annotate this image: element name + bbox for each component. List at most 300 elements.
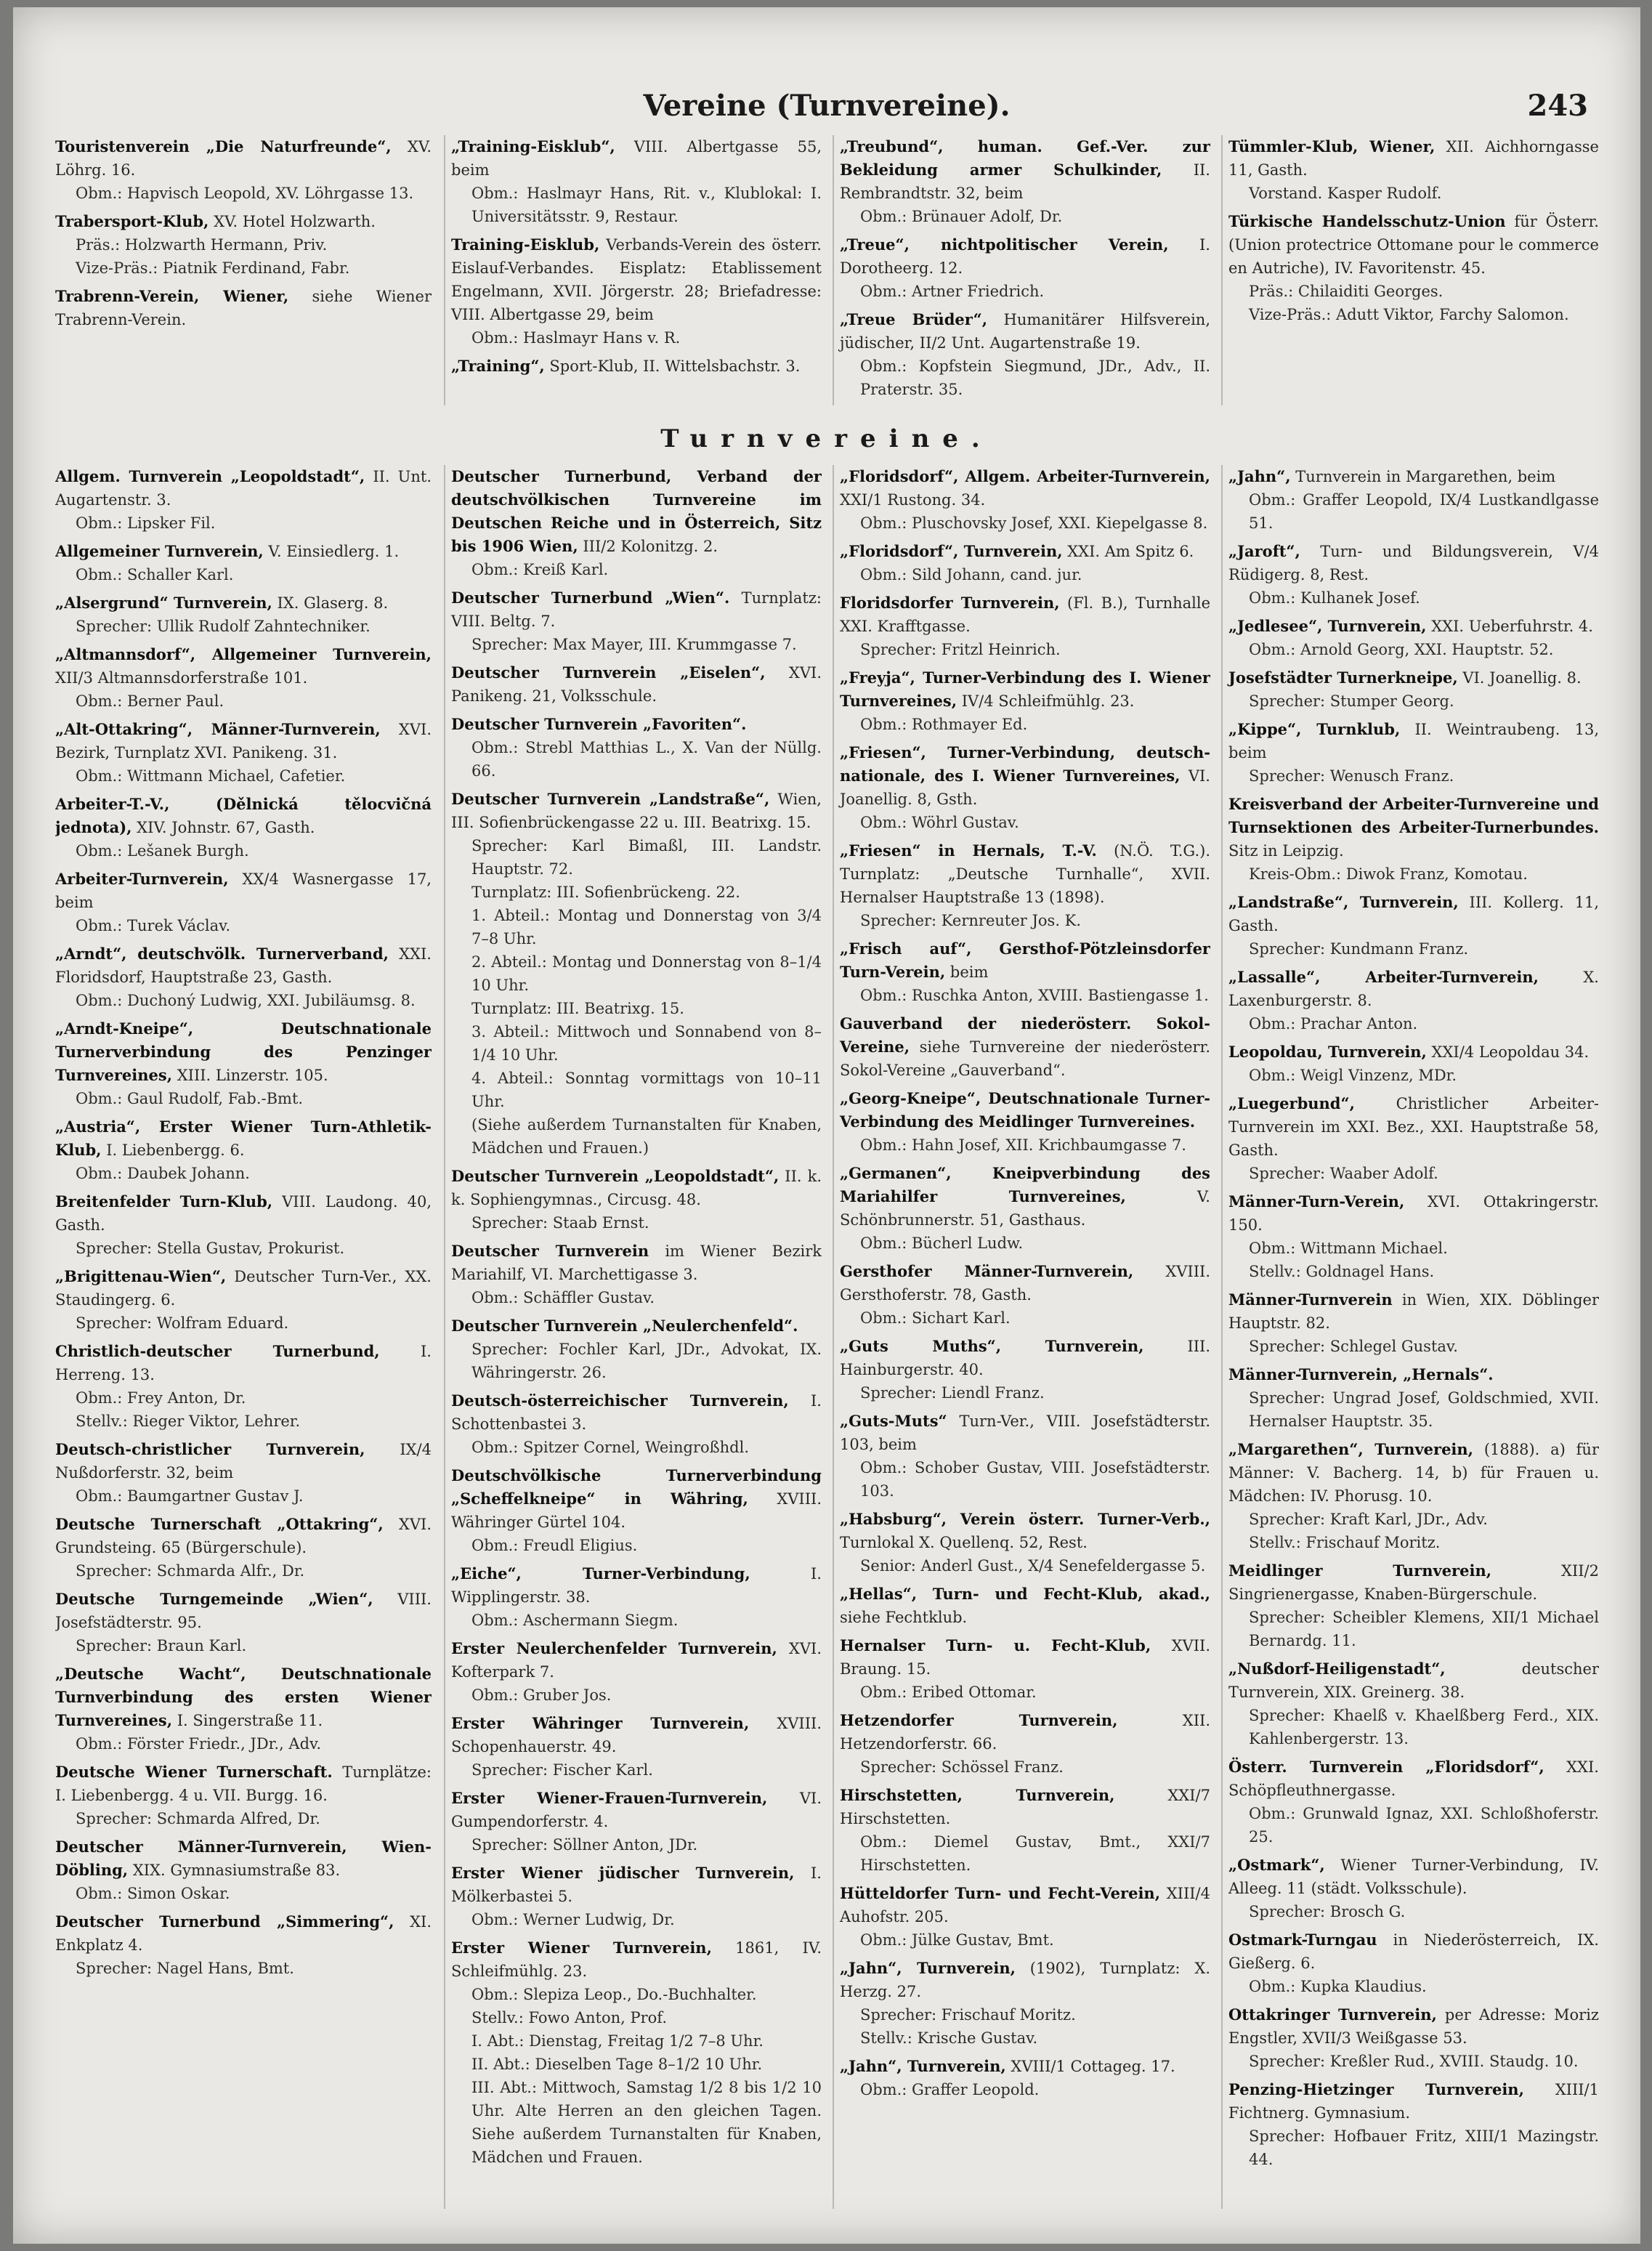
directory-entry: [840, 1012, 1210, 1082]
entry-details: Turnverein in Margarethen, beim: [1295, 468, 1556, 485]
entry-name: Hetzendorfer Turnverein,: [840, 1711, 1118, 1729]
entry-officer: Vize-Präs.: Adutt Viktor, Farchy Salomon.: [1249, 306, 1569, 323]
entry-name: „Nußdorf-Heiligenstadt“,: [1228, 1660, 1446, 1678]
directory-entry: [1228, 615, 1599, 661]
entry-officer: Obm.: Baumgartner Gustav J.: [76, 1487, 304, 1505]
entry-details: XVIII. Schopenhauerstr. 49.: [451, 1715, 822, 1755]
entry-details: XVIII/1 Cottageg. 17.: [1011, 2058, 1175, 2075]
entry-details: IX. Glaserg. 8.: [277, 594, 389, 612]
directory-entry: [840, 540, 1210, 586]
entry-details: VIII. Laudong. 40, Gasth.: [55, 1193, 432, 1234]
entry-details: XXI/1 Rustong. 34.: [840, 491, 986, 509]
entry-name: „Arndt-Kneipe“, Deutschnationale Turnerverbindung des Penzinger Turnvereines,: [55, 1019, 432, 1084]
entry-details: XV. Löhrg. 16.: [55, 138, 432, 179]
entry-officer: Sprecher: Brosch G.: [1249, 1903, 1406, 1920]
entry-name: „Guts Muths“, Turnverein,: [840, 1337, 1144, 1355]
entry-details: VI. Joanellig. 8.: [1462, 669, 1582, 687]
directory-entry: [1228, 1040, 1599, 1087]
directory-entry: [840, 1508, 1210, 1577]
entry-name: Deutscher Turnerbund „Simmering“,: [55, 1912, 394, 1931]
directory-page: [13, 7, 1640, 2244]
directory-entry: [1228, 1854, 1599, 1923]
entry-officer: Obm.: Bücherl Ludw.: [860, 1234, 1024, 1252]
entry-officer: Sprecher: Max Mayer, III. Krummgasse 7.: [471, 636, 797, 653]
entry-officer: Sprecher: Kundmann Franz.: [1249, 940, 1469, 958]
entry-name: „Freyja“, Turner-Verbindung des I. Wiener Turnvereines,: [840, 668, 1210, 710]
entry-officer: Turnplatz: III. Sofienbrückeng. 22.: [471, 884, 740, 901]
entry-details: II. Rembrandtstr. 32, beim: [840, 161, 1210, 202]
entry-name: Hirschstetten, Turnverein,: [840, 1786, 1115, 1804]
entry-officer: Obm.: Brünauer Adolf, Dr.: [860, 208, 1063, 225]
entry-details: für Österr. (Union protectrice Ottomane pour le commerce en Autriche), IV. Favoritenstr. 45.: [1228, 213, 1599, 277]
entry-details: IX/4 Nußdorferstr. 32, beim: [55, 1441, 432, 1482]
entry-officer: Obm.: Wittmann Michael.: [1249, 1240, 1448, 1257]
entry-name: Penzing-Hietzinger Turnverein,: [1228, 2080, 1524, 2098]
entry-details: XII. Hetzendorferstr. 66.: [840, 1712, 1210, 1753]
entry-name: „Training“,: [451, 357, 545, 375]
entry-name: Deutscher Turnverein „Neulerchenfeld“.: [451, 1317, 798, 1335]
entry-name: „Floridsdorf“, Turnverein,: [840, 542, 1063, 560]
directory-entry: [840, 1162, 1210, 1255]
directory-entry: [1228, 210, 1599, 326]
entry-details: XVI. Bezirk, Turnplatz XVI. Panikeng. 31.: [55, 721, 432, 761]
entry-name: Deutscher Turnerbund, Verband der deutschvölkischen Turnvereine im Deutschen Reiche und in Österreich, Sitz bis 1906 Wien,: [451, 467, 822, 555]
entry-name: Erster Wiener jüdischer Turnverein,: [451, 1864, 795, 1882]
directory-entry: [451, 1314, 822, 1384]
entry-name: Erster Neulerchenfelder Turnverein,: [451, 1639, 777, 1657]
entry-details: Turnplätze: I. Liebenbergg. 4 u. VII. Burgg. 16.: [55, 1763, 432, 1804]
entry-details: Wien, III. Sofienbrückengasse 22 u. III. Beatrixg. 15.: [451, 791, 822, 831]
entry-officer: Präs.: Chilaiditi Georges.: [1249, 283, 1444, 300]
directory-entry: [55, 540, 432, 586]
directory-entry: [840, 1709, 1210, 1779]
entry-officer: Obm.: Freudl Eligius.: [471, 1537, 638, 1554]
entry-officer: Sprecher: Liendl Franz.: [860, 1384, 1045, 1402]
entry-name: Erster Wiener-Frauen-Turnverein,: [451, 1789, 768, 1807]
entry-name: Deutsch-österreichischer Turnverein,: [451, 1391, 789, 1410]
directory-entry: [451, 1562, 822, 1632]
entry-officer: Sprecher: Hofbauer Fritz, XIII/1 Mazingstr. 44.: [1249, 2127, 1599, 2168]
entry-details: XI. Enkplatz 4.: [55, 1913, 432, 1954]
entry-name: „Alt-Ottakring“, Männer-Turnverein,: [55, 720, 381, 738]
entry-name: „Arndt“, deutschvölk. Turnerverband,: [55, 945, 389, 963]
directory-entry: [55, 210, 432, 280]
directory-entry: [1228, 793, 1599, 886]
entry-details: (N.Ö. T.G.). Turnplatz: „Deutsche Turnhalle“, XVII. Hernalser Hauptstraße 13 (1898).: [840, 842, 1210, 906]
entry-officer: Obm.: Wöhrl Gustav.: [860, 814, 1019, 831]
entry-name: „Deutsche Wacht“, Deutschnationale Turnverbindung des ersten Wiener Turnvereines,: [55, 1665, 432, 1729]
entry-details: XV. Hotel Holzwarth.: [214, 213, 376, 230]
directory-entry: [1228, 1657, 1599, 1750]
entry-details: XX/4 Wasnergasse 17, beim: [55, 870, 432, 911]
entry-name: „Treue Brüder“,: [840, 310, 988, 328]
entry-officer: Obm.: Kopfstein Siegmund, JDr., Adv., II. Praterstr. 35.: [860, 357, 1210, 398]
entry-officer: Obm.: Simon Oskar.: [76, 1885, 230, 1902]
entry-officer: Obm.: Grunwald Ignaz, XXI. Schloßhoferstr. 25.: [1249, 1805, 1599, 1846]
entry-details: XIII/4 Auhofstr. 205.: [840, 1885, 1210, 1925]
entry-officer: Vize-Präs.: Piatnik Ferdinand, Fabr.: [76, 259, 350, 277]
entry-name: Breitenfelder Turn-Klub,: [55, 1192, 273, 1211]
entry-details: I. Dorotheerg. 12.: [840, 236, 1210, 277]
entry-name: „Friesen“, Turner-Verbindung, deutsch-nationale, des I. Wiener Turnvereines,: [840, 743, 1210, 785]
entry-officer: Senior: Anderl Gust., X/4 Senefeldergasse 5.: [860, 1557, 1206, 1575]
directory-entry: [451, 1787, 822, 1856]
entry-officer: Sprecher: Wolfram Eduard.: [76, 1314, 289, 1332]
entry-officer: Sprecher: Fischer Karl.: [471, 1761, 653, 1779]
entry-name: „Floridsdorf“, Allgem. Arbeiter-Turnverein,: [840, 467, 1210, 485]
entry-officer: Obm.: Eribed Ottomar.: [860, 1684, 1037, 1701]
directory-entry: [451, 1936, 822, 2169]
entry-name: Hernalser Turn- u. Fecht-Klub,: [840, 1636, 1151, 1654]
entry-officer: Obm.: Jülke Gustav, Bmt.: [860, 1931, 1054, 1949]
entry-details: I. Herreng. 13.: [55, 1343, 432, 1383]
entry-name: Deutsche Turnerschaft „Ottakring“,: [55, 1515, 384, 1533]
directory-entry: [55, 1588, 432, 1657]
entry-details: XVIII. Währinger Gürtel 104.: [451, 1490, 822, 1531]
entry-details: XXI. Floridsdorf, Hauptstraße 23, Gasth.: [55, 945, 432, 986]
entry-name: „Hellas“, Turn- und Fecht-Klub, akad.,: [840, 1585, 1210, 1603]
entry-name: Christlich-deutscher Turnerbund,: [55, 1342, 380, 1360]
entry-details: I. Mölkerbastei 5.: [451, 1864, 822, 1905]
entry-name: „Austria“, Erster Wiener Turn-Athletik-Klub,: [55, 1118, 432, 1159]
entry-details: siehe Wiener Trabrenn-Verein.: [55, 288, 432, 328]
entry-details: XXI. Ueberfuhrstr. 4.: [1431, 618, 1593, 635]
directory-entry: [1228, 1092, 1599, 1185]
entry-details: siehe Turnvereine der niederösterr. Sokol-Vereine „Gauverband“.: [840, 1038, 1210, 1079]
entry-details: Christlicher Arbeiter-Turnverein im XXI. Bez., XXI. Hauptstraße 58, Gasth.: [1228, 1095, 1599, 1159]
main-column-1: [55, 465, 432, 2209]
entry-name: „Friesen“ in Hernals, T.-V.: [840, 841, 1097, 860]
entry-officer: Obm.: Gaul Rudolf, Fab.-Bmt.: [76, 1090, 304, 1107]
entry-name: „Jahn“, Turnverein,: [840, 1959, 1016, 1977]
entry-name: Deutsche Wiener Turnerschaft.: [55, 1763, 333, 1781]
entry-details: XII/3 Altmannsdorferstraße 101.: [55, 669, 308, 687]
entry-details: XXI/7 Hirschstetten.: [840, 1787, 1210, 1827]
entry-name: Allgemeiner Turnverein,: [55, 542, 264, 560]
entry-name: Deutscher Männer-Turnverein, Wien-Döbling,: [55, 1838, 432, 1879]
entry-officer: Sprecher: Schmarda Alfred, Dr.: [76, 1810, 320, 1827]
entry-officer: (Siehe außerdem Turnanstalten für Knaben, Mädchen und Frauen.): [471, 1116, 822, 1157]
directory-entry: [451, 1240, 822, 1309]
entry-officer: Sprecher: Fochler Karl, JDr., Advokat, IX. Währingerstr. 26.: [471, 1341, 822, 1381]
entry-officer: Obm.: Strebl Matthias L., X. Van der Nüllg. 66.: [471, 739, 822, 780]
entry-details: XXI/4 Leopoldau 34.: [1431, 1043, 1590, 1061]
entry-officer: Obm.: Aschermann Siegm.: [471, 1612, 679, 1629]
entry-details: XII. Aichhorngasse 11, Gasth.: [1228, 138, 1599, 179]
entry-details: Turn- und Bildungsverein, V/4 Rüdigerg. 8, Rest.: [1228, 543, 1599, 583]
entry-officer: Sprecher: Kernreuter Jos. K.: [860, 912, 1082, 929]
directory-entry: [840, 741, 1210, 834]
entry-details: X. Laxenburgerstr. 8.: [1228, 969, 1599, 1009]
directory-entry: [840, 937, 1210, 1007]
main-section: [55, 465, 1598, 2209]
entry-name: Allgem. Turnverein „Leopoldstadt“,: [55, 467, 365, 485]
entry-details: II. Unt. Augartenstr. 3.: [55, 468, 432, 509]
entry-name: „Jedlesee“, Turnverein,: [1228, 617, 1427, 635]
entry-officer: Vorstand. Kasper Rudolf.: [1249, 185, 1442, 202]
entry-name: Deutscher Turnverein „Landstraße“,: [451, 790, 770, 808]
entry-details: V. Schönbrunnerstr. 51, Gasthaus.: [840, 1188, 1210, 1229]
entry-name: Meidlinger Turnverein,: [1228, 1561, 1492, 1580]
entry-name: „Jaroft“,: [1228, 542, 1300, 560]
entry-name: „Jahn“,: [1228, 467, 1291, 485]
directory-entry: [840, 308, 1210, 401]
entry-name: „Guts-Muts“: [840, 1412, 947, 1430]
directory-entry: [451, 1637, 822, 1707]
main-column-3: [833, 465, 1210, 2209]
entry-details: XIII. Linzerstr. 105.: [177, 1067, 328, 1084]
entry-details: 1861, IV. Schleifmühlg. 23.: [451, 1939, 822, 1980]
directory-entry: [1228, 465, 1599, 535]
entry-officer: Stellv.: Goldnagel Hans.: [1249, 1263, 1435, 1280]
entry-officer: Sprecher: Kreßler Rud., XVIII. Staudg. 10.: [1249, 2053, 1579, 2070]
entry-officer: Obm.: Kreiß Karl.: [471, 561, 609, 578]
entry-officer: Sprecher: Staab Ernst.: [471, 1214, 649, 1232]
entry-details: Sitz in Leipzig.: [1228, 842, 1344, 860]
entry-name: Deutscher Turnverein: [451, 1242, 649, 1260]
directory-entry: [1228, 966, 1599, 1035]
entry-details: Deutscher Turn-Ver., XX. Staudingerg. 6.: [55, 1268, 432, 1309]
entry-officer: Obm.: Sild Johann, cand. jur.: [860, 566, 1082, 583]
entry-details: III. Hainburgerstr. 40.: [840, 1338, 1210, 1378]
entry-name: „Landstraße“, Turnverein,: [1228, 893, 1459, 911]
page-number: 243: [1527, 89, 1588, 123]
entry-officer: Sprecher: Schmarda Alfr., Dr.: [76, 1562, 305, 1580]
top-column-4: [1221, 135, 1599, 405]
top-column-3: [833, 135, 1210, 405]
entry-officer: Stellv.: Fowo Anton, Prof.: [471, 2009, 668, 2026]
entry-name: Männer-Turn-Verein,: [1228, 1192, 1405, 1211]
entry-officer: Sprecher: Ungrad Josef, Goldschmied, XVII. Hernalser Hauptstr. 35.: [1249, 1389, 1599, 1430]
directory-entry: [840, 1784, 1210, 1877]
entry-details: im Wiener Bezirk Mariahilf, VI. Marchettigasse 3.: [451, 1242, 822, 1283]
entry-details: Wiener Turner-Verbindung, IV. Alleeg. 11 (städt. Volksschule).: [1228, 1856, 1599, 1897]
entry-officer: Sprecher: Khaelß v. Khaelßberg Ferd., XIX. Kahlenbergerstr. 13.: [1249, 1707, 1599, 1747]
entry-name: Ostmark-Turngau: [1228, 1931, 1377, 1949]
entry-details: in Niederösterreich, IX. Gießerg. 6.: [1228, 1931, 1599, 1972]
directory-entry: [840, 591, 1210, 661]
entry-officer: Obm.: Haslmayr Hans v. R.: [471, 329, 681, 347]
entry-officer: Obm.: Duchoný Ludwig, XXI. Jubiläumsg. 8.: [76, 992, 416, 1009]
directory-entry: [1228, 1190, 1599, 1283]
directory-entry: [55, 591, 432, 638]
entry-officer: Obm.: Daubek Johann.: [76, 1165, 250, 1182]
entry-name: „Germanen“, Kneipverbindung des Mariahilfer Turnvereines,: [840, 1164, 1210, 1205]
entry-officer: Obm.: Diemel Gustav, Bmt., XXI/7 Hirschstetten.: [860, 1833, 1210, 1874]
directory-entry: [451, 1862, 822, 1931]
entry-details: XII/2 Singrienergasse, Knaben-Bürgerschule.: [1228, 1562, 1599, 1603]
entry-officer: Obm.: Wittmann Michael, Cafetier.: [76, 767, 346, 785]
entry-officer: Sprecher: Frischauf Moritz.: [860, 2006, 1076, 2024]
directory-entry: [840, 839, 1210, 932]
entry-officer: Obm.: Hapvisch Leopold, XV. Löhrgasse 13.: [76, 185, 414, 202]
entry-details: XVI. Kofterpark 7.: [451, 1640, 822, 1681]
entry-details: III. Kollerg. 11, Gasth.: [1228, 894, 1599, 934]
entry-officer: Stellv.: Rieger Viktor, Lehrer.: [76, 1413, 301, 1430]
entry-name: Türkische Handelsschutz-Union: [1228, 212, 1506, 230]
directory-entry: [840, 1583, 1210, 1629]
entry-details: Turnlokal X. Quellenq. 52, Rest.: [840, 1534, 1088, 1551]
entry-name: Deutscher Turnerbund „Wien“.: [451, 589, 730, 607]
entry-name: Ottakringer Turnverein,: [1228, 2005, 1437, 2024]
entry-name: Deutsch-christlicher Turnverein,: [55, 1440, 365, 1458]
directory-entry: [55, 1662, 432, 1755]
entry-officer: Stellv.: Frischauf Moritz.: [1249, 1534, 1441, 1551]
entry-name: „Kippe“, Turnklub,: [1228, 720, 1401, 738]
entry-details: XIX. Gymnasiumstraße 83.: [132, 1862, 341, 1879]
directory-entry: [840, 666, 1210, 736]
entry-name: Erster Währinger Turnverein,: [451, 1714, 750, 1732]
entry-details: siehe Fechtklub.: [840, 1609, 968, 1626]
entry-name: „Treue“, nichtpolitischer Verein,: [840, 235, 1169, 254]
entry-officer: Sprecher: Schössel Franz.: [860, 1758, 1064, 1776]
main-column-4: [1221, 465, 1599, 2209]
directory-entry: [1228, 666, 1599, 713]
entry-officer: Kreis-Obm.: Diwok Franz, Komotau.: [1249, 865, 1528, 883]
entry-officer: II. Abt.: Dieselben Tage 8–1/2 10 Uhr.: [471, 2056, 763, 2073]
directory-entry: [55, 718, 432, 788]
directory-entry: [451, 713, 822, 783]
directory-entry: [1228, 718, 1599, 788]
directory-entry: [55, 1835, 432, 1905]
top-section: [55, 135, 1598, 405]
entry-details: II. Weintraubeng. 13, beim: [1228, 721, 1599, 761]
entry-officer: Obm.: Lešanek Burgh.: [76, 842, 249, 860]
entry-name: „Alsergrund“ Turnverein,: [55, 594, 272, 612]
directory-entry: [55, 285, 432, 331]
directory-entry: [1228, 1363, 1599, 1433]
directory-entry: [451, 135, 822, 228]
top-column-2: [444, 135, 822, 405]
entry-details: VI. Joanellig. 8, Gsth.: [840, 767, 1210, 808]
entry-details: I. Schottenbastei 3.: [451, 1392, 822, 1433]
directory-entry: [1228, 135, 1599, 205]
entry-officer: 2. Abteil.: Montag und Donnerstag von 8–1/4 10 Uhr.: [471, 953, 822, 994]
entry-details: I. Singerstraße 11.: [177, 1712, 323, 1729]
entry-officer: Sprecher: Braun Karl.: [76, 1637, 247, 1654]
entry-details: deutscher Turnverein, XIX. Greinerg. 38.: [1228, 1660, 1599, 1701]
directory-entry: [840, 1087, 1210, 1157]
entry-name: Trabrenn-Verein, Wiener,: [55, 287, 289, 305]
directory-entry: [451, 465, 822, 581]
entry-name: „Treubund“, human. Gef.-Ver. zur Bekleidung armer Schulkinder,: [840, 137, 1210, 179]
entry-officer: Sprecher: Fritzl Heinrich.: [860, 641, 1061, 658]
entry-details: V. Einsiedlerg. 1.: [268, 543, 400, 560]
section-title: Turnvereine.: [660, 424, 993, 453]
entry-details: III/2 Kolonitzg. 2.: [583, 538, 718, 555]
entry-name: „Margarethen“, Turnverein,: [1228, 1440, 1473, 1458]
top-column-1: [55, 135, 432, 405]
entry-details: VIII. Josefstädterstr. 95.: [55, 1591, 432, 1631]
directory-entry: [55, 1513, 432, 1583]
directory-entry: [1228, 2078, 1599, 2171]
entry-officer: Obm.: Arnold Georg, XXI. Hauptstr. 52.: [1249, 641, 1554, 658]
directory-entry: [451, 1464, 822, 1557]
entry-officer: Sprecher: Wenusch Franz.: [1249, 767, 1454, 785]
directory-entry: [451, 1389, 822, 1459]
directory-entry: [55, 1190, 432, 1260]
directory-entry: [1228, 1559, 1599, 1652]
entry-officer: Obm.: Hahn Josef, XII. Krichbaumgasse 7.: [860, 1136, 1186, 1154]
directory-entry: [55, 942, 432, 1012]
entry-details: XVIII. Gersthoferstr. 78, Gasth.: [840, 1263, 1210, 1304]
entry-officer: Obm.: Schober Gustav, VIII. Josefstädterstr. 103.: [860, 1459, 1210, 1500]
entry-officer: Obm.: Weigl Vinzenz, MDr.: [1249, 1067, 1457, 1084]
entry-details: XVI. Ottakringerstr. 150.: [1228, 1193, 1599, 1234]
entry-details: XXI. Am Spitz 6.: [1067, 543, 1194, 560]
entry-details: Sport-Klub, II. Wittelsbachstr. 3.: [549, 357, 801, 375]
entry-details: beim: [950, 963, 989, 981]
entry-details: Turn-Ver., VIII. Josefstädterstr. 103, beim: [840, 1413, 1210, 1453]
entry-name: Trabersport-Klub,: [55, 212, 209, 230]
main-column-2: [444, 465, 822, 2209]
entry-officer: Sprecher: Schlegel Gustav.: [1249, 1338, 1458, 1355]
entry-officer: Sprecher: Kraft Karl, JDr., Adv.: [1249, 1511, 1488, 1528]
directory-entry: [55, 643, 432, 713]
entry-name: „Lassalle“, Arbeiter-Turnverein,: [1228, 968, 1539, 986]
entry-officer: Turnplatz: III. Beatrixg. 15.: [471, 1000, 684, 1017]
entry-name: Josefstädter Turnerkneipe,: [1228, 668, 1458, 687]
entry-details: VIII. Albertgasse 55, beim: [451, 138, 822, 179]
entry-name: „Jahn“, Turnverein,: [840, 2057, 1006, 2075]
entry-officer: Obm.: Schäffler Gustav.: [471, 1289, 655, 1306]
entry-details: (1888). a) für Männer: V. Bacherg. 14, b) für Frauen u. Mädchen: IV. Phorusg. 10.: [1228, 1441, 1599, 1505]
entry-officer: Sprecher: Waaber Adolf.: [1249, 1165, 1438, 1182]
directory-entry: [1228, 2003, 1599, 2073]
entry-officer: Obm.: Prachar Anton.: [1249, 1015, 1418, 1032]
entry-details: XVI. Grundsteing. 65 (Bürgerschule).: [55, 1516, 432, 1556]
directory-entry: [840, 2055, 1210, 2101]
entry-details: XVI. Panikeng. 21, Volksschule.: [451, 664, 822, 705]
directory-entry: [55, 1438, 432, 1508]
directory-entry: [55, 1761, 432, 1830]
entry-officer: Obm.: Förster Friedr., JDr., Adv.: [76, 1735, 322, 1753]
directory-entry: [1228, 891, 1599, 961]
entry-name: Kreisverband der Arbeiter-Turnvereine und Turnsektionen des Arbeiter-Turnerbundes.: [1228, 795, 1599, 836]
entry-name: Leopoldau, Turnverein,: [1228, 1043, 1427, 1061]
entry-details: I. Liebenbergg. 6.: [106, 1141, 245, 1159]
directory-entry: [55, 135, 432, 205]
entry-details: per Adresse: Moriz Engstler, XVII/3 Weißgasse 53.: [1228, 2006, 1599, 2047]
entry-officer: Obm.: Lipsker Fil.: [76, 514, 216, 532]
entry-name: Gauverband der niederösterr. Sokol-Vereine,: [840, 1014, 1210, 1056]
entry-officer: Präs.: Holzwarth Hermann, Priv.: [76, 236, 328, 254]
directory-entry: [55, 868, 432, 937]
entry-officer: Sprecher: Ullik Rudolf Zahntechniker.: [76, 618, 371, 635]
entry-officer: Sprecher: Scheibler Klemens, XII/1 Michael Bernardg. 11.: [1249, 1609, 1599, 1649]
entry-name: „Habsburg“, Verein österr. Turner-Verb.,: [840, 1510, 1210, 1528]
directory-entry: [840, 1260, 1210, 1330]
entry-name: Hütteldorfer Turn- und Fecht-Verein,: [840, 1884, 1161, 1902]
entry-details: XVII. Braung. 15.: [840, 1637, 1210, 1678]
entry-officer: Obm.: Spitzer Cornel, Weingroßhdl.: [471, 1439, 750, 1456]
entry-officer: Sprecher: Nagel Hans, Bmt.: [76, 1960, 294, 1977]
entry-name: Erster Wiener Turnverein,: [451, 1939, 712, 1957]
entry-name: Deutsche Turngemeinde „Wien“,: [55, 1590, 373, 1608]
entry-officer: Obm.: Graffer Leopold, IX/4 Lustkandlgasse 51.: [1249, 491, 1599, 532]
entry-details: II. k. k. Sophiengymnas., Circusg. 48.: [451, 1168, 822, 1208]
directory-entry: [840, 1634, 1210, 1704]
entry-officer: Obm.: Ruschka Anton, XVIII. Bastiengasse 1.: [860, 987, 1209, 1004]
entry-officer: Obm.: Gruber Jos.: [471, 1686, 612, 1704]
directory-entry: [1228, 1928, 1599, 1998]
directory-entry: [451, 586, 822, 656]
directory-entry: [55, 793, 432, 862]
entry-officer: Sprecher: Stella Gustav, Prokurist.: [76, 1240, 345, 1257]
directory-entry: [55, 1017, 432, 1110]
directory-entry: [55, 1265, 432, 1335]
entry-details: Turnplatz: VIII. Beltg. 7.: [451, 589, 822, 630]
